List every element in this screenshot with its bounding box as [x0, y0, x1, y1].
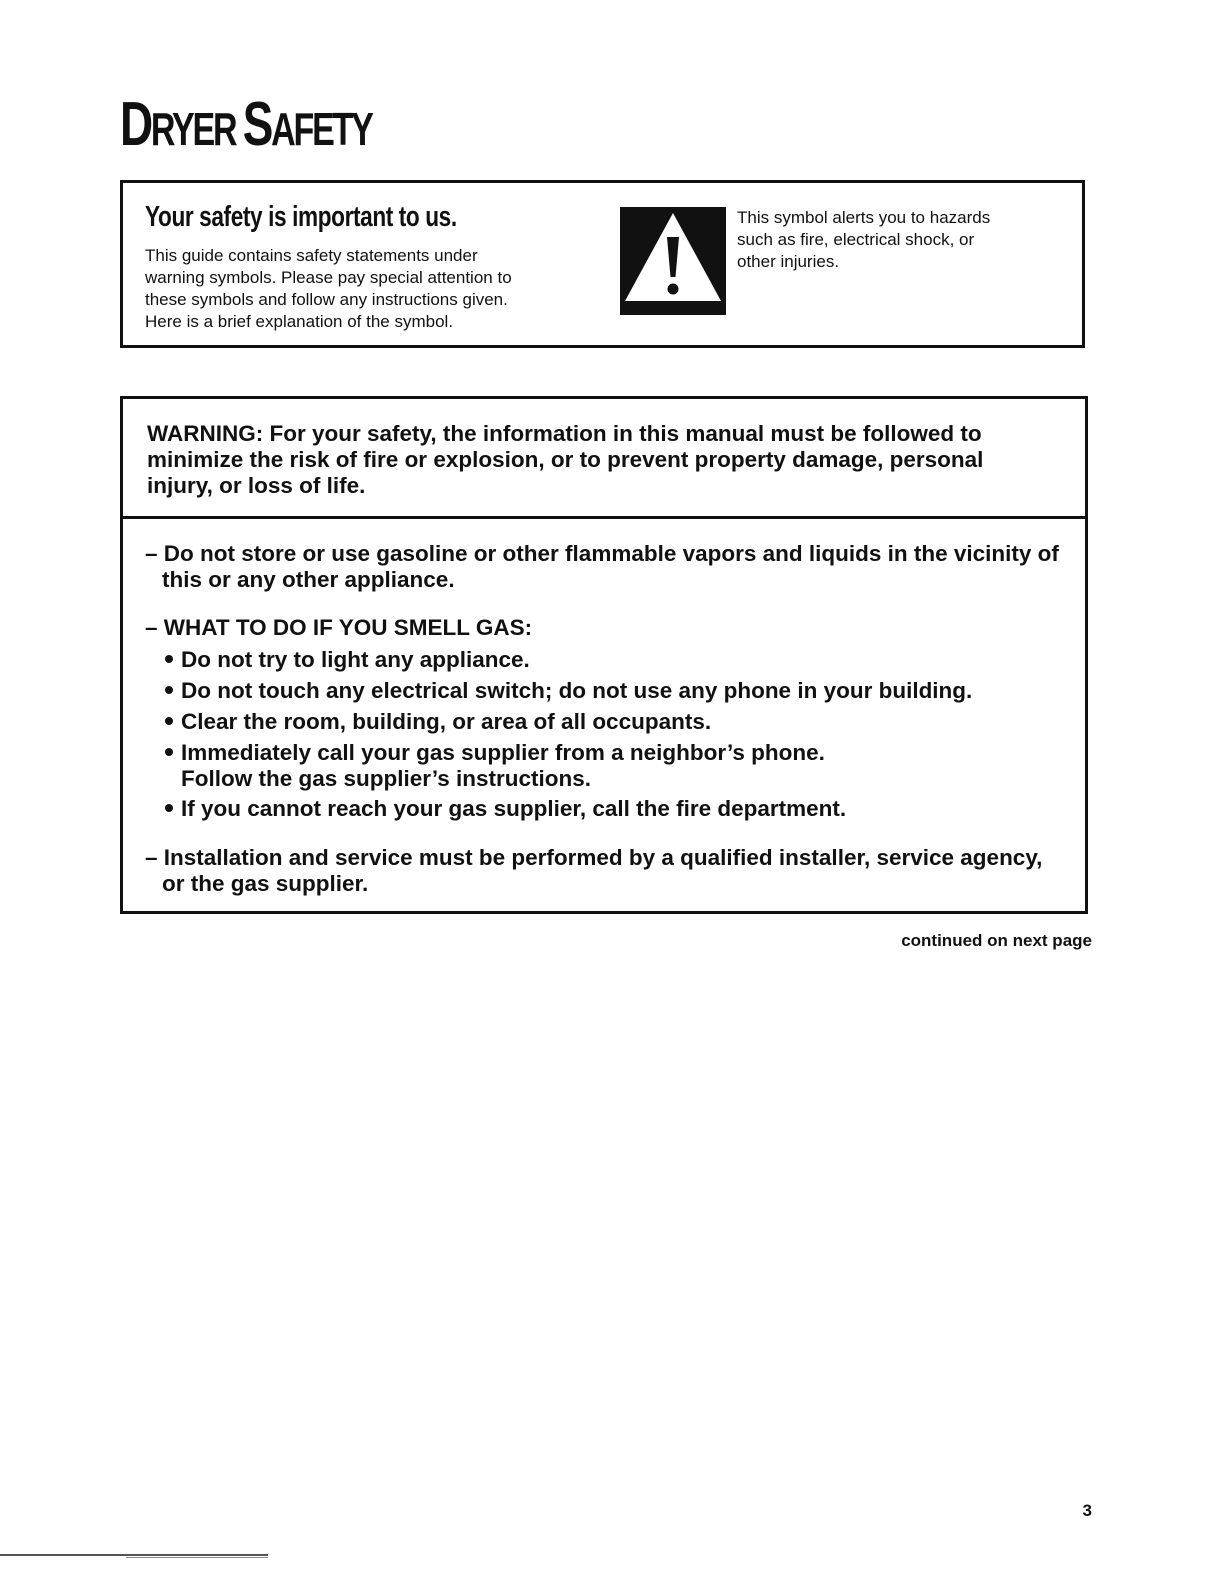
intro-heading: Your safety is important to us. [145, 201, 457, 233]
list-item: If you cannot reach your gas supplier, call the fire department. [165, 796, 846, 822]
warning-statement: WARNING: For your safety, the information in this manual must be followed to minimize the risk of fire or explosion, or to prevent property damage, personal injury, or loss of life. [147, 421, 984, 498]
warning-triangle-icon [620, 207, 726, 315]
continued-note: continued on next page [901, 931, 1092, 950]
gas-warning-box [120, 396, 1088, 914]
list-item: Immediately call your gas supplier from a neighbor’s phone. Follow the gas supplier’s instructions. [165, 740, 825, 792]
list-item: Do not touch any electrical switch; do not use any phone in your building. [165, 678, 972, 704]
page-title: DRYER SAFETY [120, 90, 372, 159]
safety-intro-box [120, 180, 1085, 348]
bullet-icon [165, 717, 173, 725]
list-item: Do not try to light any appliance. [165, 647, 530, 673]
warning-header [123, 399, 1085, 519]
bullet-icon [165, 686, 173, 694]
rule-flammable-storage: – Do not store or use gasoline or other flammable vapors and liquids in the vicinity of this or any other appliance. [145, 541, 1059, 592]
rule-installation-service: – Installation and service must be performed by a qualified installer, service agency, or the gas supplier. [145, 845, 1043, 896]
bullet-icon [165, 748, 173, 756]
rule-smell-gas-heading: – WHAT TO DO IF YOU SMELL GAS: [145, 615, 533, 640]
list-item: Clear the room, building, or area of all occupants. [165, 709, 711, 735]
intro-text: This guide contains safety statements under warning symbols. Please pay special attention to these symbols and follow any instructions given. Here is a brief explanation of the symbol. [145, 246, 512, 331]
footer-rule [0, 1554, 268, 1556]
page-number: 3 [1082, 1501, 1092, 1520]
bullet-icon [165, 655, 173, 663]
bullet-icon [165, 804, 173, 812]
symbol-explanation: This symbol alerts you to hazards such as fire, electrical shock, or other injuries. [737, 208, 991, 271]
footer-rule-accent [126, 1557, 268, 1558]
